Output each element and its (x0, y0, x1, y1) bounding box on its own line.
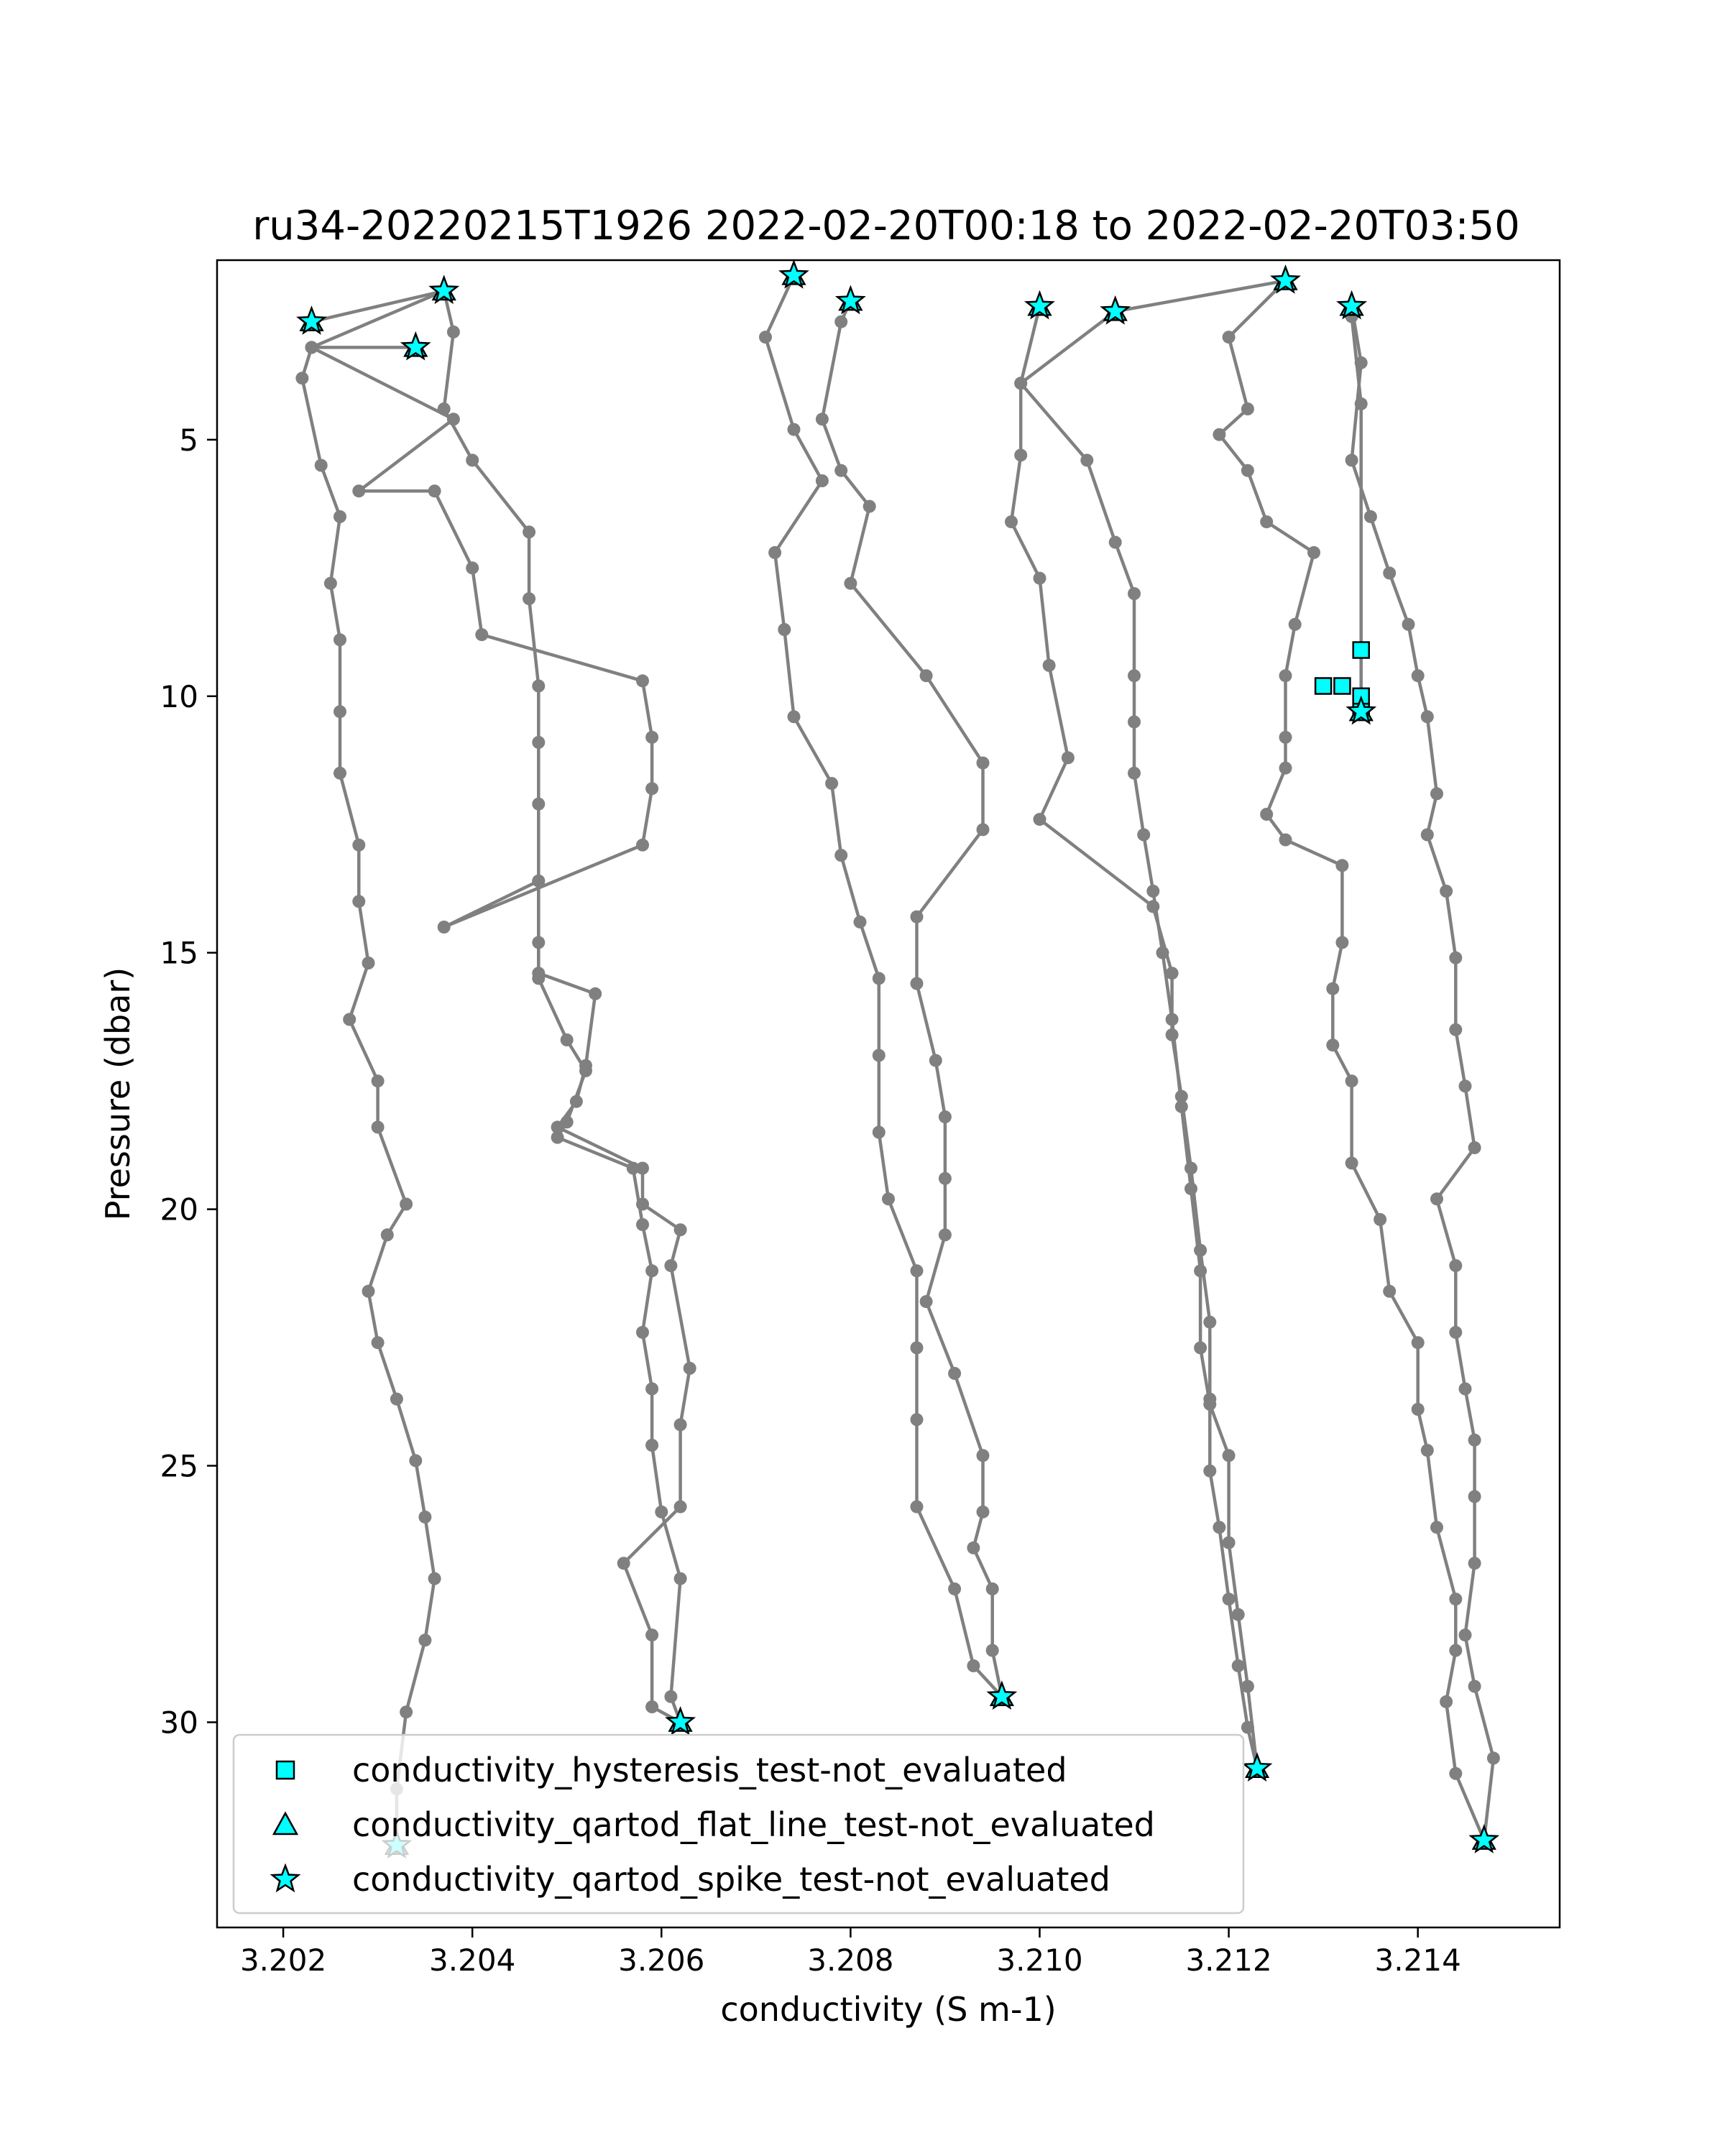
profile-line-3 (312, 291, 690, 1723)
profile-1-point-4 (418, 1634, 431, 1646)
profile-1-point-19 (334, 767, 346, 780)
profile-3-point-13 (570, 1095, 583, 1108)
profile-3-point-12 (551, 1120, 564, 1133)
y-tick-label-5: 25 (160, 1448, 198, 1484)
profile-1-point-21 (334, 633, 346, 646)
profile-9-point-18 (1279, 834, 1292, 847)
profile-5-point-3 (986, 1583, 999, 1595)
profile-3-point-19 (636, 839, 649, 852)
profile-9-point-6 (1430, 1521, 1443, 1534)
x-tick-label-1: 3.202 (239, 1943, 327, 1978)
profile-7-point-10 (1175, 1100, 1188, 1113)
profile-7-point-18 (1128, 587, 1141, 600)
profile-1-point-10 (362, 1285, 375, 1298)
profile-9-point-17 (1335, 859, 1348, 872)
profile-2-point-7 (523, 592, 535, 605)
profile-1-point-3 (400, 1705, 413, 1718)
profile-2-point-22 (645, 1383, 658, 1396)
profile-5-point-12 (929, 1054, 942, 1067)
profile-8-point-24 (1468, 1680, 1481, 1693)
profile-9-point-26 (1241, 464, 1254, 477)
profile-1-point-15 (343, 1013, 356, 1026)
profile-9-point-15 (1326, 982, 1339, 995)
profile-9-point-4 (1449, 1644, 1462, 1657)
profile-2-point-21 (636, 1326, 649, 1339)
profile-3-point-17 (532, 875, 545, 888)
profile-1-point-7 (409, 1454, 422, 1467)
profile-line-7 (1021, 281, 1285, 1769)
profile-9-point-23 (1289, 618, 1302, 631)
x-tick-label-7: 3.214 (1374, 1943, 1461, 1978)
profile-4-point-10 (854, 916, 867, 929)
profile-6-point-14 (1194, 1244, 1207, 1257)
profile-4-point-19 (948, 1583, 961, 1595)
profile-5-point-9 (939, 1228, 952, 1241)
profile-9-point-20 (1279, 762, 1292, 775)
profile-5-point-13 (911, 977, 924, 990)
profile-4-point-15 (911, 1264, 924, 1277)
profile-3-point-2 (645, 1700, 658, 1713)
profile-8-point-12 (1449, 952, 1462, 964)
profile-3-point-20 (645, 782, 658, 795)
profile-1-point-18 (352, 839, 365, 852)
profile-4-point-16 (911, 1341, 924, 1354)
profile-9-point-10 (1383, 1285, 1396, 1298)
profile-3-point-10 (636, 1198, 649, 1211)
profile-9-point-9 (1412, 1336, 1425, 1349)
profile-9-point-19 (1260, 808, 1273, 821)
profile-6-point-18 (1213, 1521, 1225, 1534)
profile-8-point-8 (1421, 710, 1434, 723)
legend-label-2: conductivity_qartod_flat_line_test-not_evaluated (352, 1805, 1155, 1844)
profile-10-point-3 (1355, 397, 1368, 410)
profile-7-point-20 (1080, 453, 1093, 466)
profile-2-point-3 (447, 326, 460, 338)
profile-8-point-15 (1468, 1141, 1481, 1154)
profile-6-point-8 (1034, 813, 1046, 826)
profile-4-point-9 (834, 849, 847, 862)
profile-8-point-3 (1346, 453, 1358, 466)
profile-5-point-20 (834, 464, 847, 477)
profile-6-point-3 (1014, 448, 1027, 461)
profile-4-point-2 (759, 331, 772, 344)
profile-2-point-23 (645, 1439, 658, 1452)
profile-1-point-24 (315, 459, 328, 472)
profile-8-point-13 (1449, 1023, 1462, 1036)
profile-5-point-14 (911, 911, 924, 923)
profile-9-point-28 (1241, 402, 1254, 415)
profile-6-point-13 (1184, 1162, 1197, 1175)
profile-3-point-26 (352, 484, 365, 497)
x-axis (240, 1927, 1461, 1978)
axes-frame (217, 260, 1560, 1927)
profile-9-point-14 (1326, 1038, 1339, 1051)
hysteresis-marker-3 (1334, 678, 1350, 694)
profile-7-point-8 (1194, 1264, 1207, 1277)
profile-8-point-7 (1412, 669, 1425, 682)
profile-4-point-18 (911, 1501, 924, 1514)
profile-1-point-9 (372, 1336, 385, 1349)
profile-4-point-14 (882, 1192, 895, 1205)
profile-line-4 (765, 275, 1002, 1696)
profile-4-point-4 (816, 474, 829, 487)
profile-7-point-5 (1223, 1449, 1236, 1462)
profile-3-point-4 (617, 1557, 630, 1570)
profile-8-point-21 (1468, 1490, 1481, 1503)
profile-2-point-6 (523, 525, 535, 538)
profile-7-point-21 (1014, 377, 1027, 390)
profile-8-point-14 (1459, 1079, 1472, 1092)
profile-2-point-25 (674, 1572, 687, 1585)
profile-9-point-12 (1346, 1156, 1358, 1169)
profile-5-point-7 (948, 1367, 961, 1380)
profile-4-point-3 (788, 423, 801, 436)
profile-4-point-8 (825, 777, 838, 790)
profile-9-point-16 (1335, 936, 1348, 949)
profile-9-point-2 (1449, 1767, 1462, 1780)
profile-5-point-19 (863, 500, 876, 513)
profile-9-point-5 (1449, 1593, 1462, 1606)
profile-8-point-11 (1440, 885, 1453, 898)
chart-title: ru34-20220215T1926 2022-02-20T00:18 to 2022-02-20T03:50 (252, 203, 1520, 249)
profile-5-point-2 (986, 1644, 999, 1657)
profile-1-point-14 (372, 1074, 385, 1087)
profile-7-point-19 (1109, 536, 1122, 549)
profile-5-point-5 (977, 1506, 990, 1519)
profile-8-point-19 (1459, 1383, 1472, 1396)
profile-1-point-6 (418, 1511, 431, 1524)
profile-1-point-8 (390, 1393, 403, 1406)
profile-8-point-5 (1383, 566, 1396, 579)
profile-line-8 (1352, 306, 1494, 1840)
profile-2-point-9 (532, 736, 545, 749)
profile-5-point-4 (967, 1542, 980, 1554)
profile-9-point-22 (1279, 669, 1292, 682)
profile-7-point-17 (1128, 669, 1141, 682)
profile-5-point-10 (939, 1172, 952, 1185)
profile-8-point-25 (1487, 1751, 1500, 1764)
profile-3-point-9 (674, 1223, 687, 1236)
profile-5-point-17 (920, 669, 933, 682)
profile-6-point-6 (1043, 659, 1056, 672)
y-tick-label-3: 15 (160, 935, 198, 971)
profile-9-point-7 (1421, 1444, 1434, 1457)
profile-5-point-15 (977, 823, 990, 836)
profile-3-point-6 (674, 1418, 687, 1431)
profile-9-point-3 (1440, 1695, 1453, 1708)
profile-3-point-11 (636, 1162, 649, 1175)
profile-8-point-4 (1364, 510, 1377, 523)
profile-1-point-12 (400, 1198, 413, 1211)
profile-4-point-20 (967, 1659, 980, 1672)
profile-2-point-26 (664, 1690, 677, 1703)
profile-5-point-11 (939, 1110, 952, 1123)
profile-4-point-12 (873, 1049, 886, 1062)
profile-3-point-5 (674, 1501, 687, 1514)
profile-line-5 (822, 301, 1002, 1697)
legend (234, 1735, 1243, 1913)
profile-3-point-21 (645, 731, 658, 744)
profile-7-point-7 (1194, 1341, 1207, 1354)
profile-8-point-16 (1430, 1192, 1443, 1205)
profile-3-point-23 (475, 628, 488, 641)
profile-1-point-17 (352, 895, 365, 908)
profile-3-point-14 (579, 1059, 592, 1072)
profile-5-point-6 (977, 1449, 990, 1462)
profile-line-1 (302, 347, 434, 1845)
x-tick-label-5: 3.210 (996, 1943, 1083, 1978)
profile-6-point-19 (1223, 1593, 1236, 1606)
profile-4-point-17 (911, 1413, 924, 1426)
profile-7-point-6 (1203, 1398, 1216, 1411)
profile-4-point-6 (778, 623, 791, 636)
profile-7-point-3 (1232, 1608, 1245, 1621)
legend-square-marker (277, 1761, 294, 1779)
profile-2-point-5 (466, 453, 479, 466)
profile-1-point-23 (334, 510, 346, 523)
profile-2-point-24 (655, 1506, 668, 1519)
y-tick-label-1: 5 (179, 422, 198, 458)
profile-2-point-20 (645, 1264, 658, 1277)
y-tick-label-6: 30 (160, 1705, 198, 1741)
profile-2-point-19 (636, 1218, 649, 1231)
profile-8-point-20 (1468, 1434, 1481, 1447)
profile-8-point-6 (1402, 618, 1415, 631)
profile-4-point-13 (873, 1126, 886, 1139)
profile-7-point-15 (1128, 767, 1141, 780)
profile-8-point-17 (1449, 1259, 1462, 1272)
y-tick-label-2: 10 (160, 678, 198, 714)
profile-8-point-18 (1449, 1326, 1462, 1339)
profile-9-point-21 (1279, 731, 1292, 744)
y-tick-label-4: 20 (160, 1192, 198, 1227)
profile-3-point-16 (532, 967, 545, 980)
profile-8-point-22 (1468, 1557, 1481, 1570)
profile-3-point-25 (428, 484, 441, 497)
profile-1-point-22 (324, 577, 337, 590)
profile-2-point-14 (561, 1033, 574, 1046)
profile-5-point-22 (834, 315, 847, 328)
y-axis (160, 423, 217, 1741)
profile-3-point-18 (438, 921, 451, 934)
profile-4-point-11 (873, 972, 886, 985)
profile-1-point-11 (381, 1228, 394, 1241)
profile-1-point-25 (295, 372, 308, 384)
profile-4-point-7 (788, 710, 801, 723)
profile-3-point-27 (447, 413, 460, 425)
profile-3-point-3 (645, 1628, 658, 1641)
profile-8-point-23 (1459, 1628, 1472, 1641)
profile-6-point-17 (1203, 1465, 1216, 1478)
legend-label-1: conductivity_hysteresis_test-not_evaluated (352, 1751, 1067, 1789)
profile-line-9 (1219, 281, 1484, 1841)
profile-line-6 (1011, 306, 1257, 1769)
profile-6-point-4 (1005, 515, 1018, 528)
profile-2-point-10 (532, 798, 545, 811)
x-tick-label-4: 3.208 (807, 1943, 894, 1978)
profile-9-point-8 (1412, 1403, 1425, 1416)
hysteresis-marker-2 (1315, 678, 1331, 694)
profile-7-point-11 (1166, 1013, 1179, 1026)
profile-7-point-14 (1137, 829, 1150, 842)
profile-9-point-11 (1374, 1213, 1386, 1226)
profile-9-point-13 (1346, 1074, 1358, 1087)
profile-9-point-29 (1223, 331, 1236, 344)
profile-5-point-16 (977, 757, 990, 770)
profile-5-point-21 (816, 413, 829, 425)
profile-6-point-7 (1062, 751, 1075, 764)
profile-8-point-9 (1430, 787, 1443, 800)
x-axis-label: conductivity (S m-1) (720, 1990, 1057, 2029)
x-tick-label-2: 3.204 (429, 1943, 516, 1978)
profile-7-point-2 (1241, 1680, 1254, 1693)
profile-9-point-24 (1307, 546, 1320, 559)
profile-6-point-5 (1034, 572, 1046, 585)
profile-3-point-28 (305, 341, 318, 354)
profile-4-point-5 (768, 546, 781, 559)
profile-3-point-22 (636, 674, 649, 687)
profile-3-point-8 (664, 1259, 677, 1272)
profile-7-point-9 (1184, 1182, 1197, 1195)
profile-6-point-15 (1203, 1316, 1216, 1329)
plot-area (295, 262, 1499, 1856)
profile-1-point-16 (362, 957, 375, 969)
profile-2-point-8 (532, 680, 545, 693)
x-tick-label-3: 3.206 (618, 1943, 705, 1978)
profile-7-point-16 (1128, 716, 1141, 729)
profile-7-point-13 (1146, 885, 1159, 898)
profile-3-point-24 (466, 561, 479, 574)
profile-7-point-12 (1156, 946, 1169, 959)
profile-5-point-18 (844, 577, 857, 590)
profile-9-point-25 (1260, 515, 1273, 528)
hysteresis-marker-1 (1353, 642, 1369, 658)
profile-8-point-10 (1421, 829, 1434, 842)
profile-3-point-15 (589, 987, 602, 1000)
profile-6-point-20 (1232, 1659, 1245, 1672)
profile-9-point-27 (1213, 428, 1225, 441)
profile-1-point-20 (334, 705, 346, 718)
legend-label-3: conductivity_qartod_spike_test-not_evaluated (352, 1860, 1110, 1899)
profile-5-point-8 (920, 1295, 933, 1308)
profile-line-2 (312, 291, 681, 1723)
x-tick-label-6: 3.212 (1185, 1943, 1272, 1978)
profile-1-point-13 (372, 1120, 385, 1133)
profile-1-point-5 (428, 1572, 441, 1585)
profile-7-point-4 (1223, 1537, 1236, 1549)
y-axis-label: Pressure (dbar) (98, 967, 137, 1221)
profile-3-point-7 (684, 1362, 696, 1375)
